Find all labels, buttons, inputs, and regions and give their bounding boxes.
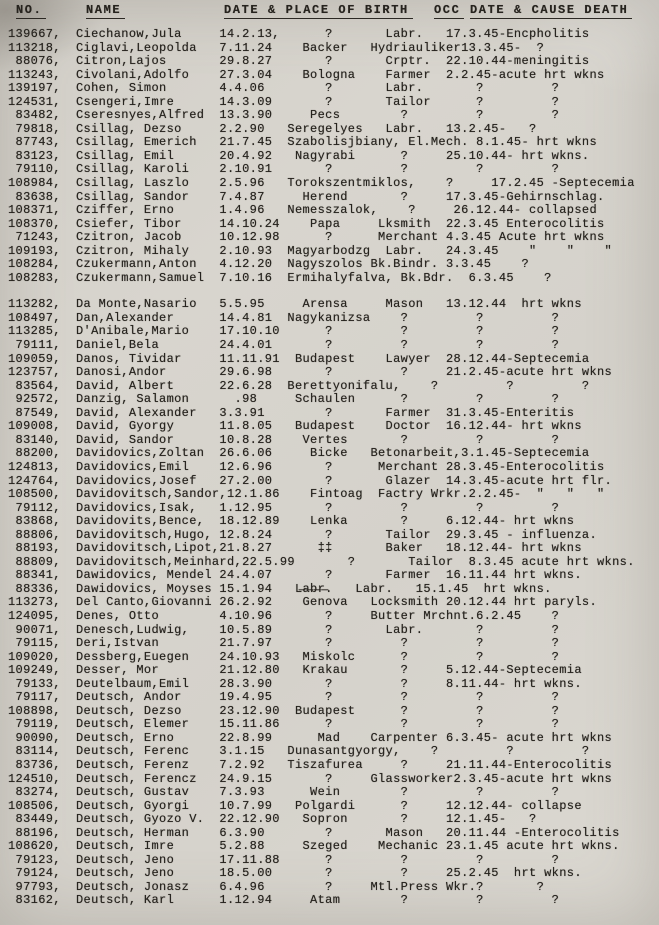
column-header-name: NAME — [86, 3, 125, 19]
record-row: 124095, Denes, Otto 4.10.96 ? Butter Mrchnt.6.2.45 ? — [8, 608, 560, 623]
record-row: 109020, Dessberg,Euegen 24.10.93 Miskolc ? ? ? — [8, 649, 560, 664]
record-row: 79111, Daniel,Bela 24.4.01 ? ? ? ? — [8, 338, 560, 353]
record-row: 108984, Csillag, Laszlo 2.5.96 Torokszentmiklos, ? 17.2.45 -Septecemia — [8, 176, 635, 191]
record-row: 88806, Davidovitsch,Hugo, 12.8.24 ? Tailor 29.3.45 - influenza. — [8, 527, 597, 542]
record-row: 83114, Deutsch, Ferenc 3.1.15 Dunasantgyorgy, ? ? ? — [8, 744, 590, 759]
record-row: 83449, Deutsch, Gyozo V. 22.12.90 Sopron ? 12.1.45- ? — [8, 812, 537, 827]
record-row: 108506, Deutsch, Gyorgi 10.7.99 Polgardi ? 12.12.44- collapse — [8, 798, 582, 813]
record-row: 108620, Deutsch, Imre 5.2.88 Szeged Mechanic 23.1.45 acute hrt wkns. — [8, 839, 620, 854]
record-row: 71243, Czitron, Jacob 10.12.98 ? Merchant 4.3.45 Acute hrt wkns — [8, 230, 605, 245]
column-header-death: DATE & CAUSE DEATH — [470, 3, 632, 19]
record-row: 124764, Davidovics,Josef 27.2.00 ? Glazer 14.3.45-acute hrt flr. — [8, 473, 613, 488]
record-row: 88200, Davidovics,Zoltan 26.6.06 Bicke Betonarbeit,3.1.45-Septecemia — [8, 446, 590, 461]
record-row: 108500, Davidovitsch,Sandor,12.1.86 Fintoag Factry Wrkr.2.2.45- " " " — [8, 487, 605, 502]
record-row: 124531, Csengeri,Imre 14.3.09 ? Tailor ? ? — [8, 94, 560, 109]
column-header-occ: OCC — [434, 3, 464, 19]
record-section-C — [8, 28, 653, 285]
record-row: 79115, Deri,Istvan 21.7.97 ? ? ? ? — [8, 636, 560, 651]
record-row: 97793, Deutsch, Jonasz 6.4.96 ? Mtl.Press Wkr.? ? — [8, 879, 545, 894]
record-row: 83868, Davidovits,Bence, 18.12.89 Lenka ? 6.12.44- hrt wkns — [8, 514, 575, 529]
record-row: 79123, Deutsch, Jeno 17.11.88 ? ? ? ? — [8, 852, 560, 867]
record-row: 88341, Dawidovics, Mendel 24.4.07 ? Farmer 16.11.44 hrt wkns. — [8, 568, 582, 583]
record-row: 113282, Da Monte,Nasario 5.5.95 Arensa Mason 13.12.44 hrt wkns — [8, 297, 582, 312]
record-row: 88196, Deutsch, Herman 6.3.90 ? Mason 20.11.44 -Enterocolitis — [8, 825, 620, 840]
records-table — [8, 28, 653, 908]
record-row: 79818, Csillag, Dezso 2.2.90 Seregelyes Labr. 13.2.45- ? — [8, 121, 537, 136]
record-row: 79117, Deutsch, Andor 19.4.95 ? ? ? ? — [8, 690, 560, 705]
record-row: 108497, Dan,Alexander 14.4.81 Nagykanizsa ? ? ? — [8, 310, 560, 325]
record-row: 139667, Ciechanow,Jula 14.2.13, ? Labr. 17.3.45-Encpholitis — [8, 27, 590, 41]
record-row: 124813, Davidovics,Emil 12.6.96 ? Merchant 28.3.45-Enterocolitis — [8, 459, 605, 474]
record-row: 108284, Czukermann,Anton 4.12.20 Nagyszolos Bk.Bindr. 3.3.45 ? — [8, 257, 530, 272]
record-row: 88076, Citron,Lajos 29.8.27 ? Crptr. 22.10.44-meningitis — [8, 54, 590, 69]
record-row: 90071, Denesch,Ludwig, 10.5.89 ? Labr. ? ? — [8, 622, 560, 637]
record-row: 113243, Civolani,Adolfo 27.3.04 Bologna Farmer 2.2.45-acute hrt wkns — [8, 67, 605, 82]
record-row: 83162, Deutsch, Karl 1.12.94 Atam ? ? ? — [8, 893, 560, 908]
record-row: 88193, Davidovitsch,Lipot,21.8.27 ‡‡ Baker 18.12.44- hrt wkns — [8, 541, 582, 556]
record-row: 139197, Cohen, Simon 4.4.06 ? Labr. ? ? — [8, 81, 560, 96]
record-row: 108371, Cziffer, Erno 1.4.96 Nemesszalok, ? 26.12.44- collapsed — [8, 203, 597, 218]
column-header-no: NO. — [16, 3, 46, 19]
record-row: 79119, Deutsch, Elemer 15.11.86 ? ? ? ? — [8, 717, 560, 732]
record-row: 79112, Davidovics,Isak, 1.12.95 ? ? ? ? — [8, 500, 560, 515]
record-row: 87743, Csillag, Emerich 21.7.45 Szabolisjbiany, El.Mech. 8.1.45- hrt wkns — [8, 135, 597, 150]
record-row: 83638, Csillag, Sandor 7.4.87 Herend ? 17.3.45-Gehirnschlag. — [8, 189, 605, 204]
table-header — [0, 2, 659, 22]
record-row: 109008, David, Gyorgy 11.8.05 Budapest Doctor 16.12.44- hrt wkns — [8, 419, 582, 434]
record-row: 109249, Desser, Mor 21.12.80 Krakau ? 5.12.44-Septecemia — [8, 663, 582, 678]
record-row: 113285, D'Anibale,Mario 17.10.10 ? ? ? ? — [8, 324, 560, 339]
record-row: 108283, Czukermann,Samuel 7.10.16 Ermihalyfalva, Bk.Bdr. 6.3.45 ? — [8, 270, 552, 285]
record-row: 109059, Danos, Tividar 11.11.91 Budapest Lawyer 28.12.44-Septecemia — [8, 351, 590, 366]
record-row: 79124, Deutsch, Jeno 18.5.00 ? ? 25.2.45 hrt wkns. — [8, 866, 582, 881]
record-row: 113218, Ciglavi,Leopolda 7.11.24 Backer Hydriauliker13.3.45- ? — [8, 40, 545, 55]
record-row: 90090, Deutsch, Erno 22.8.99 Mad Carpenter 6.3.45- acute hrt wkns — [8, 730, 613, 745]
record-row: 83564, David, Albert 22.6.28 Berettyonifalu, ? ? ? — [8, 378, 590, 393]
record-row: 79110, Csillag, Karoli 2.10.91 ? ? ? ? — [8, 162, 560, 177]
record-row: 92572, Danzig, Salamon .98 Schaulen ? ? ? — [8, 392, 560, 407]
record-section-D — [8, 298, 653, 908]
record-row: 109193, Czitron, Mihaly 2.10.93 Magyarbodzg Labr. 24.3.45 " " " — [8, 243, 613, 258]
record-row: 87549, David, Alexander 3.3.91 ? Farmer 31.3.45-Enteritis — [8, 405, 575, 420]
record-row: 83736, Deutsch, Ferenz 7.2.92 Tiszafurea ? 21.11.44-Enterocolitis — [8, 757, 613, 772]
record-row: 108898, Deutsch, Dezso 23.12.90 Budapest ? ? ? — [8, 703, 560, 718]
record-row: 83123, Csillag, Emil 20.4.92 Nagyrabi ? 25.10.44- hrt wkns. — [8, 148, 590, 163]
record-row: 113273, Del Canto,Giovanni 26.2.92 Genova Locksmith 20.12.44 hrt paryls. — [8, 595, 597, 610]
record-row: 88809, Davidovitsch,Meinhard,22.5.99 ? Tailor 8.3.45 acute hrt wkns. — [8, 554, 635, 569]
record-row: 83482, Cseresnyes,Alfred 13.3.90 Pecs ? ? ? — [8, 108, 560, 123]
record-row: 108370, Csiefer, Tibor 14.10.24 Papa Lksmith 22.3.45 Enterocolitis — [8, 216, 605, 231]
column-header-birth: DATE & PLACE OF BIRTH — [224, 3, 413, 19]
record-row: 124510, Deutsch, Ferencz 24.9.15 ? Glassworker2.3.45-acute hrt wkns — [8, 771, 613, 786]
record-row: 83140, David, Sandor 10.8.28 Vertes ? ? ? — [8, 432, 560, 447]
record-row: 123757, Danosi,Andor 29.6.98 ? ? 21.2.45-acute hrt wkns — [8, 365, 613, 380]
record-row: 88336, Dawidovics, Moyses 15.1.94 L̶a̶b̶r̶. Labr. 15.1.45 hrt wkns. — [8, 581, 552, 596]
record-row: 79133, Deutelbaum,Emil 28.3.90 ? ? 8.11.44- hrt wkns. — [8, 676, 582, 691]
record-row: 83274, Deutsch, Gustav 7.3.93 Wein ? ? ? — [8, 785, 560, 800]
